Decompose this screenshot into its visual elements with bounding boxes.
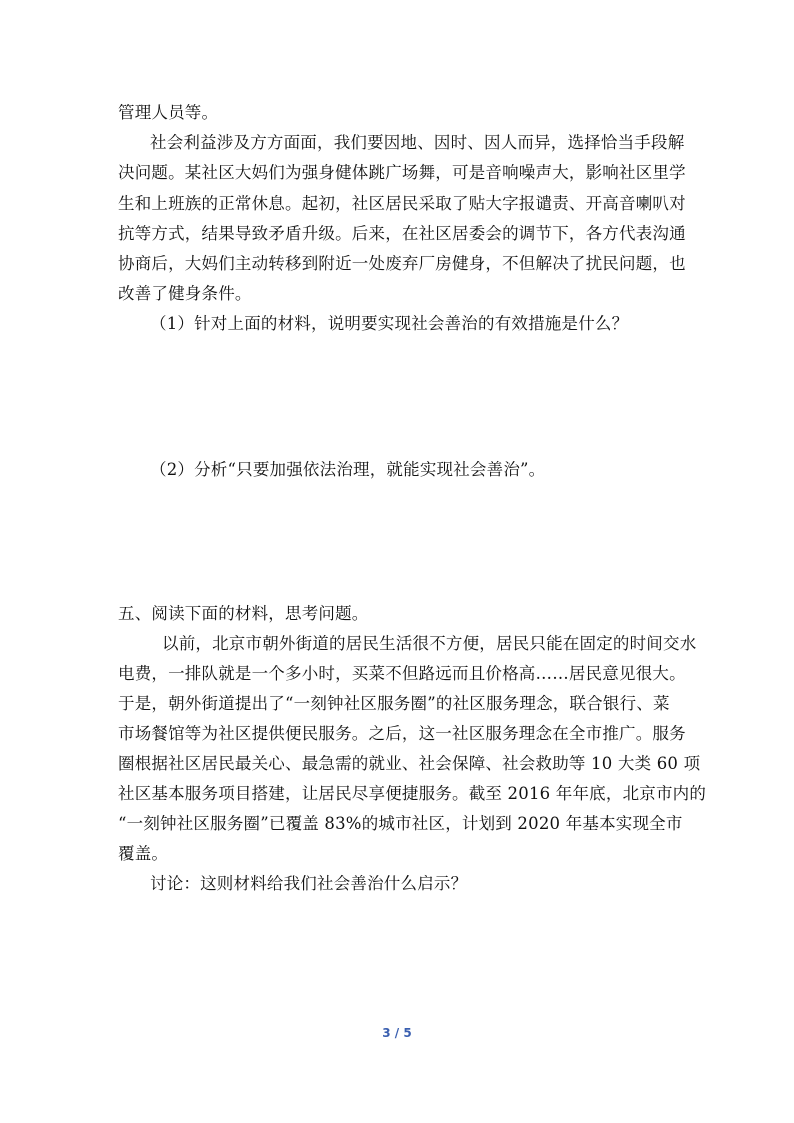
question-2: （2）分析“只要加强依法治理，就能实现社会善治”。 bbox=[150, 460, 546, 479]
page-number: 3 / 5 bbox=[382, 1026, 412, 1040]
text-line: 圈根据社区居民最关心、最急需的就业、社会保障、社会救助等 10 大类 60 项 bbox=[118, 754, 701, 773]
text-line: 覆盖。 bbox=[118, 844, 169, 863]
section-heading: 五、阅读下面的材料，思考问题。 bbox=[118, 604, 369, 623]
text-line: 生和上班族的正常休息。起初，社区居民采取了贴大字报谴责、开高音喇叭对 bbox=[118, 194, 686, 213]
question-1: （1）针对上面的材料，说明要实现社会善治的有效措施是什么？ bbox=[150, 314, 629, 333]
text-line: 协商后，大妈们主动转移到附近一处废弃厂房健身，不但解决了扰民问题，也 bbox=[118, 254, 686, 273]
text-line: 社区基本服务项目搭建，让居民尽享便捷服务。截至 2016 年年底，北京市内的 bbox=[118, 784, 707, 803]
text-line: 于是，朝外街道提出了“一刻钟社区服务圈”的社区服务理念，联合银行、菜 bbox=[118, 694, 670, 713]
text-line: 抗等方式，结果导致矛盾升级。后来，在社区居委会的调节下，各方代表沟通 bbox=[118, 224, 686, 243]
text-line: 决问题。某社区大妈们为强身健体跳广场舞，可是音响噪声大，影响社区里学 bbox=[118, 163, 686, 182]
text-line: 以前，北京市朝外街道的居民生活很不方便，居民只能在固定的时间交水 bbox=[162, 634, 697, 653]
text-line: 社会利益涉及方方面面，我们要因地、因时、因人而异，选择恰当手段解 bbox=[150, 133, 685, 152]
text-line: 电费，一排队就是一个多小时，买菜不但路远而且价格高……居民意见很大。 bbox=[118, 664, 686, 683]
text-line: 改善了健身条件。 bbox=[118, 284, 252, 303]
discussion-question: 讨论：这则材料给我们社会善治什么启示？ bbox=[150, 874, 468, 893]
text-line: 管理人员等。 bbox=[118, 103, 219, 122]
text-line: “一刻钟社区服务圈”已覆盖 83%的城市社区，计划到 2020 年基本实现全市 bbox=[118, 814, 683, 833]
text-line: 市场餐馆等为社区提供便民服务。之后，这一社区服务理念在全市推广。服务 bbox=[118, 724, 686, 743]
